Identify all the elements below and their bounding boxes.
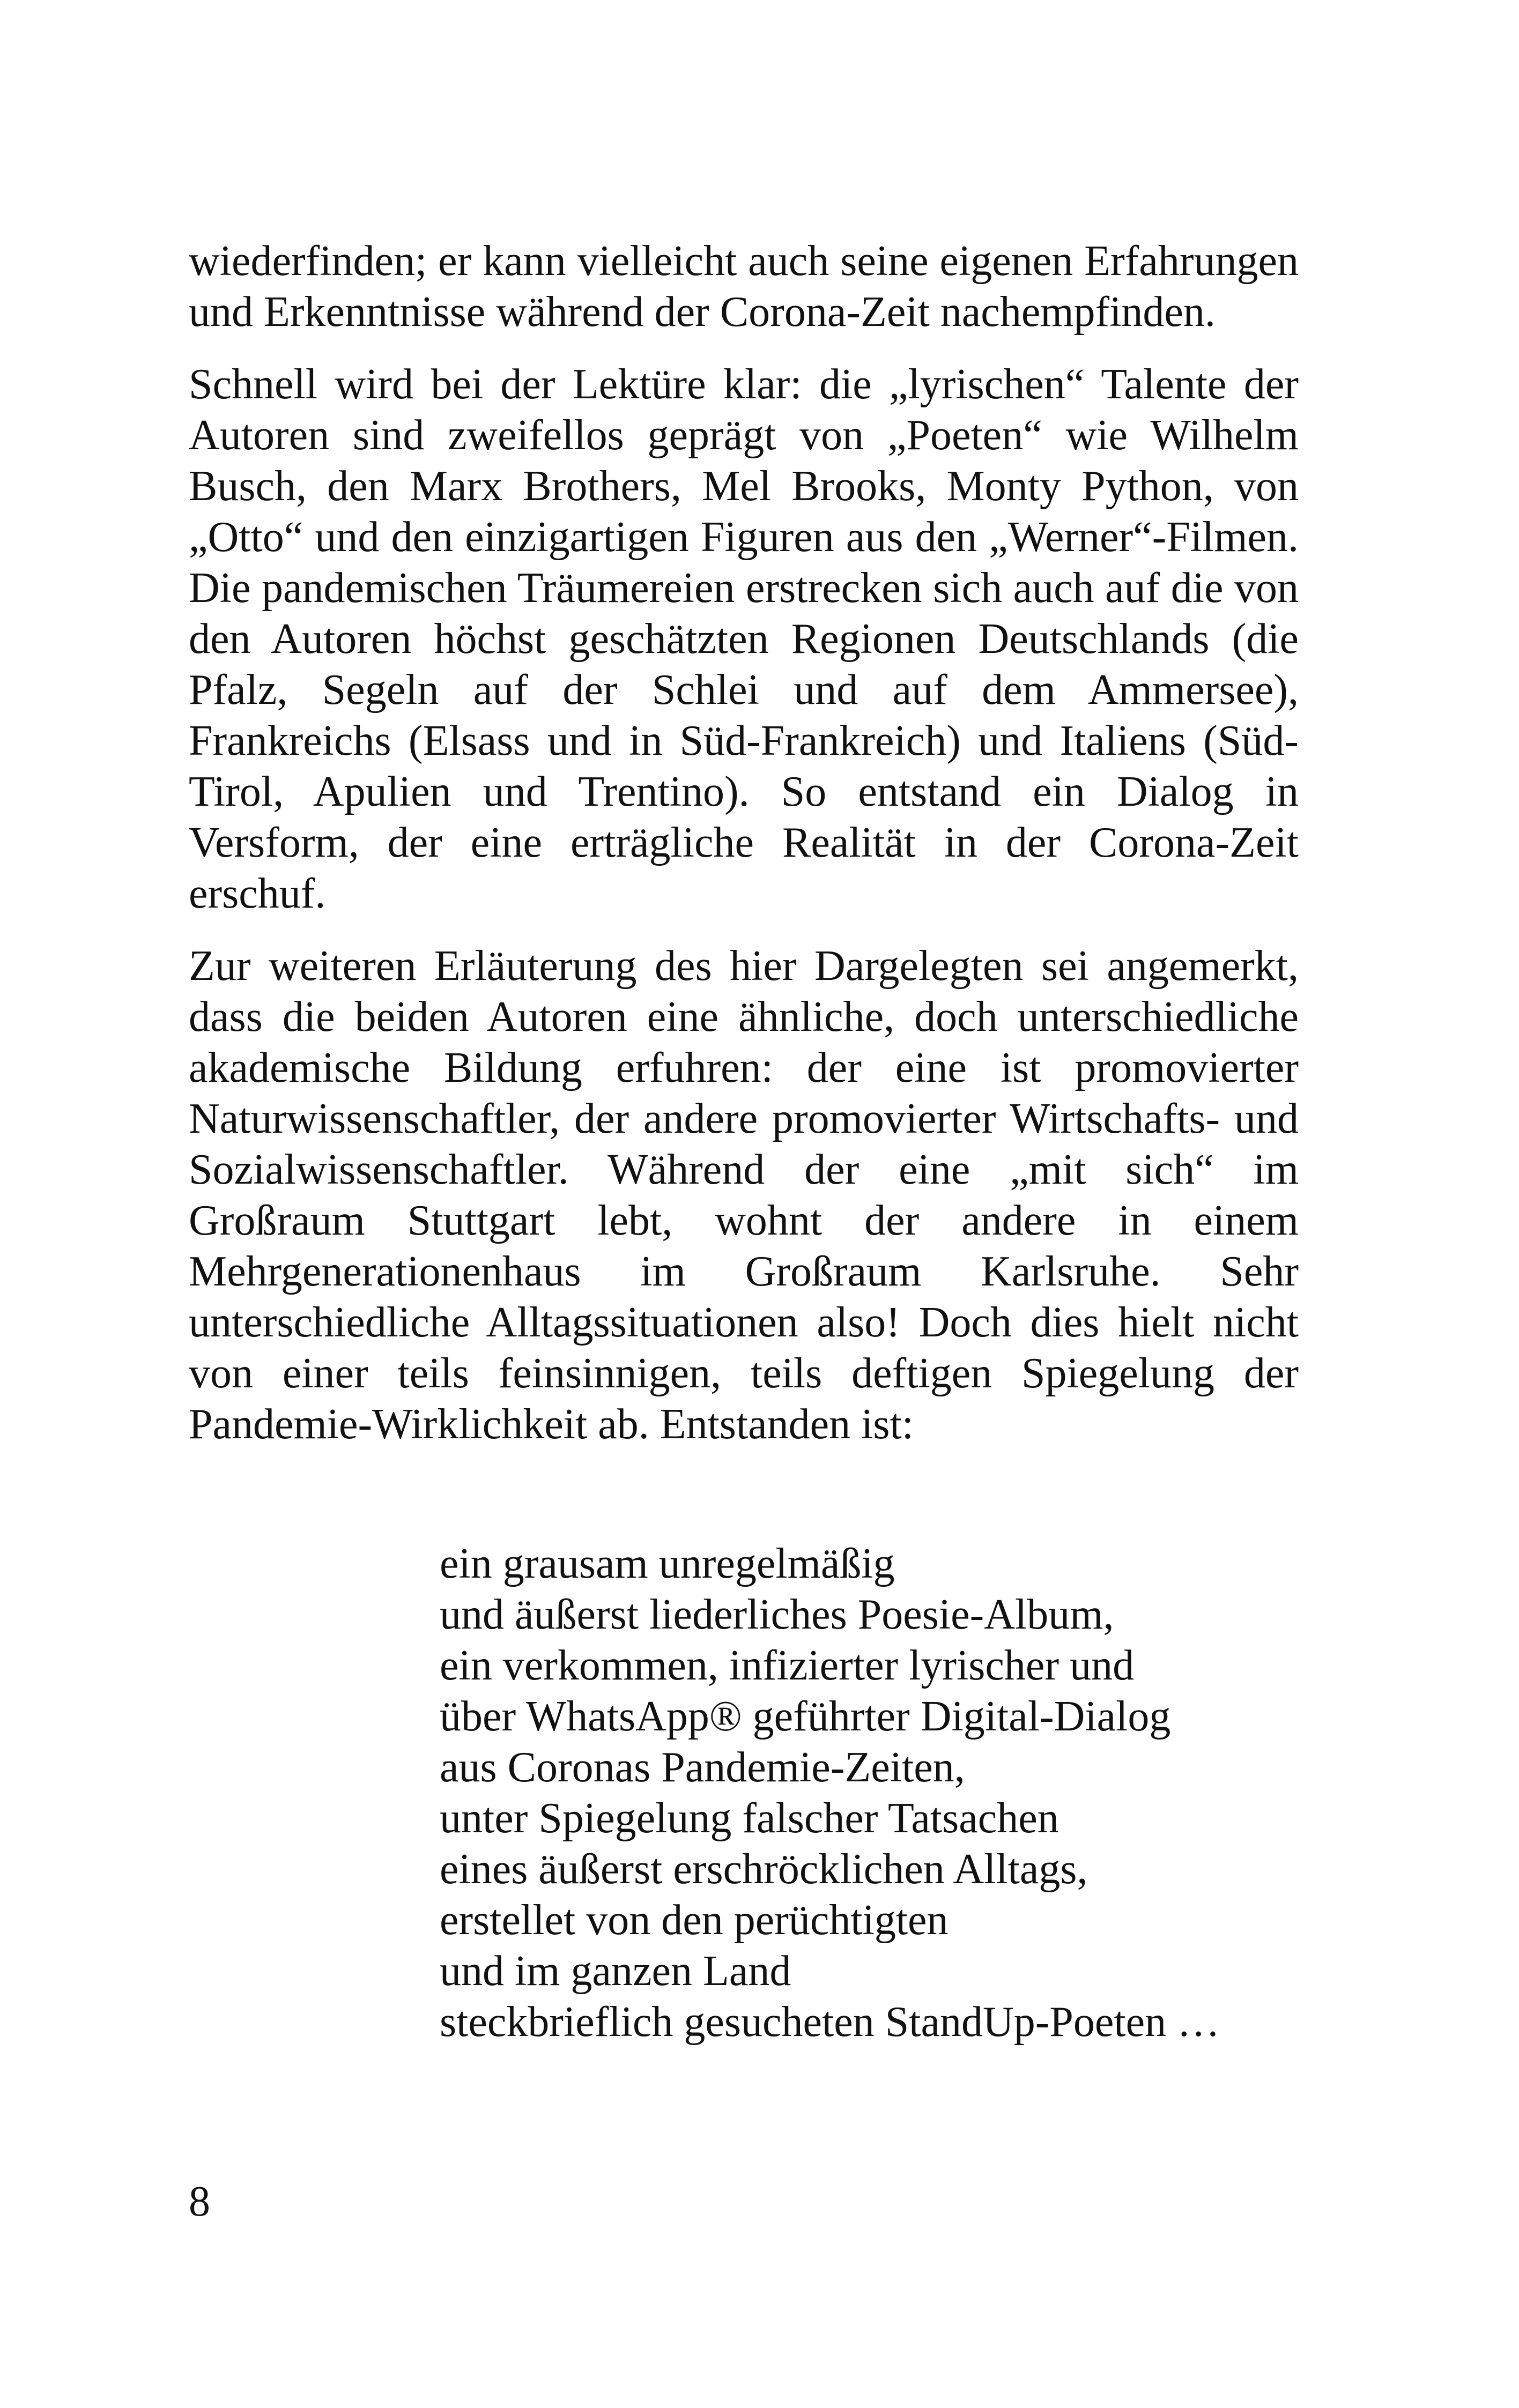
- poem-line: eines äußerst erschröcklichen Alltags,: [440, 1846, 1088, 1893]
- poem-line: über WhatsApp® geführter Digital-Dialog: [440, 1693, 1171, 1740]
- paragraph-1: wiederfinden; er kann vielleicht auch seine eigenen Erfahrungen und Erkenntnisse während der Corona-Zeit nachempfinden.: [189, 237, 1299, 336]
- paragraph-3: Zur weiteren Erläuterung des hier Dargelegten sei angemerkt, dass die beiden Autoren eine ähnliche, doch unterschiedliche akademische Bildung erfuhren: der eine ist promovierter Naturwissenschaftler, der andere promovierter Wirtschafts- und Sozialwissenschaftler. Während der eine „mit sich“ im Großraum Stuttgart lebt, wohnt der andere in einem Mehrgenerationenhaus im Großraum Karlsruhe. Sehr unterschiedliche Alltagssituationen also! Doch dies hielt nicht von einer teils feinsinnigen, teils deftigen Spiegelung der Pandemie-Wirklichkeit ab. Entstanden ist:: [189, 942, 1299, 1448]
- poem-line: erstellet von den perüchtigten: [440, 1897, 949, 1944]
- paragraph-2: Schnell wird bei der Lektüre klar: die „lyrischen“ Talente der Autoren sind zweifellos geprägt von „Poeten“ wie Wilhelm Busch, den Marx Brothers, Mel Brooks, Monty Python, von „Otto“ und den einzigartigen Figuren aus den „Werner“-Filmen. Die pandemischen Träumereien erstrecken sich auch auf die von den Autoren höchst geschätzten Regionen Deutschlands (die Pfalz, Segeln auf der Schlei und auf dem Ammersee), Frankreichs (Elsass und in Süd-Frankreich) und Italiens (Süd-Tirol, Apulien und Trentino). So entstand ein Dialog in Versform, der eine erträgliche Realität in der Corona-Zeit erschuf.: [189, 361, 1299, 917]
- poem-line: und im ganzen Land: [440, 1948, 791, 1995]
- poem-line: und äußerst liederliches Poesie-Album,: [440, 1591, 1114, 1638]
- poem-line: steckbrieflich gesucheten StandUp-Poeten …: [440, 1998, 1220, 2046]
- poem-line: unter Spiegelung falscher Tatsachen: [440, 1795, 1059, 1842]
- poem-line: ein grausam unregelmäßig: [440, 1540, 895, 1587]
- page-number: 8: [189, 2178, 210, 2225]
- poem-line: ein verkommen, infizierter lyrischer und: [440, 1642, 1135, 1689]
- poem-block: [440, 1539, 1458, 2048]
- body-text: [189, 236, 1299, 1471]
- poem-line: aus Coronas Pandemie-Zeiten,: [440, 1744, 965, 1791]
